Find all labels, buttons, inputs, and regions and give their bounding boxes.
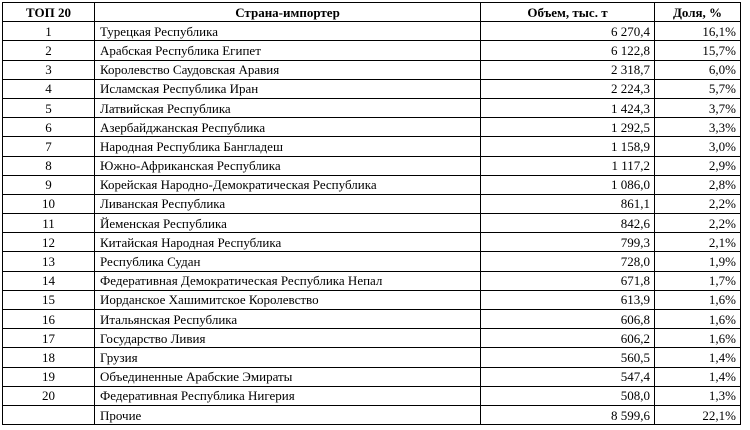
cell-country: Йеменская Республика	[95, 214, 481, 233]
cell-share: 3,0%	[655, 137, 741, 156]
cell-volume: 8 599,6	[481, 405, 655, 424]
header-rank: ТОП 20	[3, 3, 95, 22]
table-row	[3, 329, 741, 348]
cell-volume: 1 158,9	[481, 137, 655, 156]
cell-share: 5,7%	[655, 79, 741, 98]
table-container	[2, 2, 741, 425]
table-row	[3, 175, 741, 194]
table-row	[3, 252, 741, 271]
cell-country: Китайская Народная Республика	[95, 233, 481, 252]
cell-volume: 1 086,0	[481, 175, 655, 194]
cell-volume: 547,4	[481, 367, 655, 386]
cell-share: 1,3%	[655, 386, 741, 405]
table-row	[3, 405, 741, 424]
cell-volume: 6 122,8	[481, 41, 655, 60]
cell-share: 2,8%	[655, 175, 741, 194]
cell-share: 2,1%	[655, 233, 741, 252]
header-row	[3, 3, 741, 22]
cell-share: 3,3%	[655, 118, 741, 137]
cell-share: 1,4%	[655, 367, 741, 386]
cell-volume: 560,5	[481, 348, 655, 367]
cell-rank: 13	[3, 252, 95, 271]
cell-country: Объединенные Арабские Эмираты	[95, 367, 481, 386]
cell-volume: 613,9	[481, 290, 655, 309]
cell-volume: 671,8	[481, 271, 655, 290]
cell-rank: 17	[3, 329, 95, 348]
cell-volume: 606,8	[481, 310, 655, 329]
cell-volume: 2 318,7	[481, 60, 655, 79]
cell-country: Азербайджанская Республика	[95, 118, 481, 137]
cell-volume: 6 270,4	[481, 22, 655, 41]
cell-rank: 16	[3, 310, 95, 329]
cell-share: 1,6%	[655, 290, 741, 309]
cell-rank: 6	[3, 118, 95, 137]
cell-share: 2,9%	[655, 156, 741, 175]
cell-rank: 20	[3, 386, 95, 405]
header-share: Доля, %	[655, 3, 741, 22]
cell-share: 1,7%	[655, 271, 741, 290]
cell-share: 1,4%	[655, 348, 741, 367]
cell-country: Корейская Народно-Демократическая Республика	[95, 175, 481, 194]
cell-rank: 2	[3, 41, 95, 60]
cell-rank: 14	[3, 271, 95, 290]
cell-country: Итальянская Республика	[95, 310, 481, 329]
table-row	[3, 233, 741, 252]
table-row	[3, 137, 741, 156]
cell-share: 2,2%	[655, 214, 741, 233]
table-row	[3, 214, 741, 233]
cell-country: Государство Ливия	[95, 329, 481, 348]
cell-rank: 12	[3, 233, 95, 252]
cell-country: Королевство Саудовская Аравия	[95, 60, 481, 79]
cell-rank	[3, 405, 95, 424]
cell-rank: 4	[3, 79, 95, 98]
cell-rank: 3	[3, 60, 95, 79]
table-row	[3, 310, 741, 329]
cell-share: 1,6%	[655, 329, 741, 348]
cell-country: Арабская Республика Египет	[95, 41, 481, 60]
table-row	[3, 98, 741, 117]
cell-volume: 1 292,5	[481, 118, 655, 137]
cell-country: Республика Судан	[95, 252, 481, 271]
cell-share: 3,7%	[655, 98, 741, 117]
cell-share: 2,2%	[655, 194, 741, 213]
table-row	[3, 290, 741, 309]
cell-country: Турецкая Республика	[95, 22, 481, 41]
cell-volume: 842,6	[481, 214, 655, 233]
table-body	[3, 22, 741, 425]
cell-rank: 5	[3, 98, 95, 117]
cell-rank: 11	[3, 214, 95, 233]
importers-table	[2, 2, 741, 425]
cell-country: Исламская Республика Иран	[95, 79, 481, 98]
cell-country: Латвийская Республика	[95, 98, 481, 117]
cell-volume: 1 424,3	[481, 98, 655, 117]
cell-rank: 15	[3, 290, 95, 309]
cell-rank: 8	[3, 156, 95, 175]
cell-share: 16,1%	[655, 22, 741, 41]
cell-volume: 508,0	[481, 386, 655, 405]
table-row	[3, 156, 741, 175]
table-row	[3, 118, 741, 137]
cell-country: Ливанская Республика	[95, 194, 481, 213]
header-volume: Объем, тыс. т	[481, 3, 655, 22]
cell-volume: 606,2	[481, 329, 655, 348]
table-row	[3, 348, 741, 367]
table-header	[3, 3, 741, 22]
cell-country: Прочие	[95, 405, 481, 424]
cell-share: 22,1%	[655, 405, 741, 424]
cell-country: Грузия	[95, 348, 481, 367]
cell-volume: 728,0	[481, 252, 655, 271]
cell-share: 1,6%	[655, 310, 741, 329]
cell-country: Иорданское Хашимитское Королевство	[95, 290, 481, 309]
table-row	[3, 194, 741, 213]
cell-rank: 10	[3, 194, 95, 213]
cell-volume: 861,1	[481, 194, 655, 213]
cell-rank: 19	[3, 367, 95, 386]
header-country: Страна-импортер	[95, 3, 481, 22]
cell-volume: 2 224,3	[481, 79, 655, 98]
cell-rank: 18	[3, 348, 95, 367]
table-row	[3, 79, 741, 98]
cell-rank: 1	[3, 22, 95, 41]
cell-share: 6,0%	[655, 60, 741, 79]
table-row	[3, 386, 741, 405]
cell-rank: 7	[3, 137, 95, 156]
cell-rank: 9	[3, 175, 95, 194]
cell-share: 15,7%	[655, 41, 741, 60]
cell-country: Южно-Африканская Республика	[95, 156, 481, 175]
cell-volume: 1 117,2	[481, 156, 655, 175]
table-row	[3, 367, 741, 386]
table-row	[3, 22, 741, 41]
table-row	[3, 271, 741, 290]
cell-country: Федеративная Демократическая Республика Непал	[95, 271, 481, 290]
cell-country: Народная Республика Бангладеш	[95, 137, 481, 156]
cell-volume: 799,3	[481, 233, 655, 252]
table-row	[3, 41, 741, 60]
cell-share: 1,9%	[655, 252, 741, 271]
table-row	[3, 60, 741, 79]
cell-country: Федеративная Республика Нигерия	[95, 386, 481, 405]
